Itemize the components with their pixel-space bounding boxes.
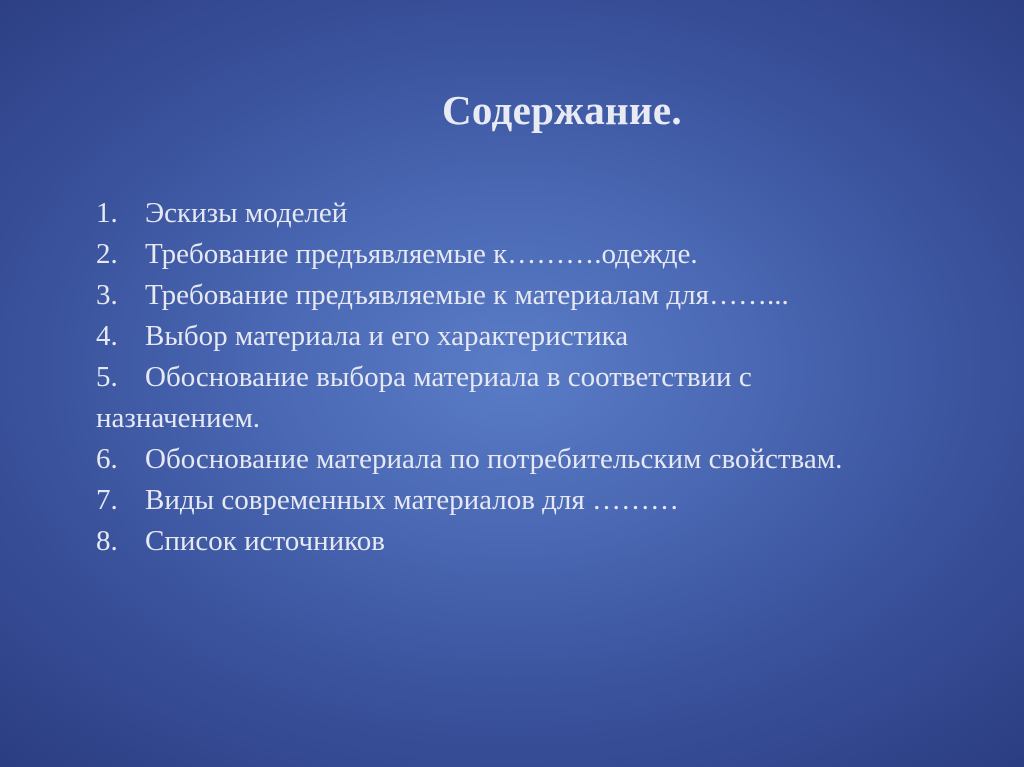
list-item: [96, 275, 996, 316]
list-item-number: 4.: [96, 320, 118, 352]
list-item-number: 5.: [96, 361, 118, 393]
list-item-text: Виды современных материалов для ………: [145, 484, 679, 516]
list-item: [96, 521, 996, 562]
list-item: [96, 439, 996, 480]
list-item: [96, 316, 996, 357]
list-item-number: 2.: [96, 238, 118, 270]
list-item-number: 3.: [96, 279, 118, 311]
slide-title: Содержание.: [442, 87, 682, 133]
list-item-text: Эскизы моделей: [145, 197, 348, 229]
list-item-number: 1.: [96, 197, 118, 229]
list-item-continuation: назначением.: [96, 402, 261, 434]
list-item: [96, 234, 996, 275]
list-item-number: 6.: [96, 443, 118, 475]
list-item-number: 7.: [96, 484, 118, 516]
list-item-text: Выбор материала и его характеристика: [145, 320, 629, 352]
list-item-text: Обоснование материала по потребительским свойствам.: [145, 443, 843, 475]
list-item-text: Требование предъявляемые к……….одежде.: [145, 238, 698, 270]
list-item-text: Обоснование выбора материала в соответствии с: [145, 361, 752, 393]
list-item: [96, 193, 996, 234]
list-item-text: Требование предъявляемые к материалам для……...: [145, 279, 789, 311]
list-item-number: 8.: [96, 525, 118, 557]
list-item-text: Список источников: [145, 525, 385, 557]
list-item: [96, 357, 996, 398]
contents-list: [96, 193, 996, 562]
list-item: [96, 480, 996, 521]
